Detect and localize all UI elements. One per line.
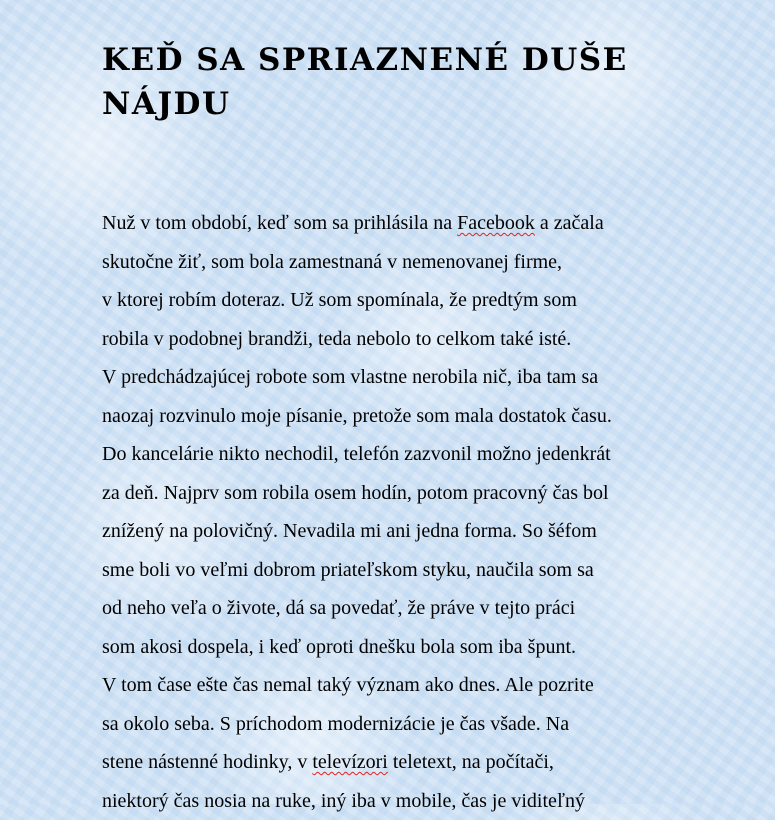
text-line bbox=[102, 743, 702, 782]
text-line: od neho veľa o živote, dá sa povedať, že práve v tejto práci bbox=[102, 589, 702, 628]
text-line: Do kancelárie nikto nechodil, telefón zazvonil možno jedenkrát bbox=[102, 435, 702, 474]
text-line: znížený na polovičný. Nevadila mi ani jedna forma. So šéfom bbox=[102, 512, 702, 551]
text-line bbox=[102, 204, 702, 243]
text-line: V tom čase ešte čas nemal taký význam ako dnes. Ale pozrite bbox=[102, 666, 702, 705]
body-text bbox=[102, 204, 702, 820]
text-line: niektorý čas nosia na ruke, iný iba v mobile, čas je viditeľný bbox=[102, 782, 702, 820]
title-line-1: KEĎ SA SPRIAZNENÉ DUŠE bbox=[102, 42, 628, 78]
text-line: sa okolo seba. S príchodom modernizácie je čas všade. Na bbox=[102, 705, 702, 744]
text-line: skutočne žiť, som bola zamestnaná v nemenovanej firme, bbox=[102, 243, 702, 282]
text-line: som akosi dospela, i keď oproti dnešku bola som iba špunt. bbox=[102, 628, 702, 667]
text-line: za deň. Najprv som robila osem hodín, potom pracovný čas bol bbox=[102, 474, 702, 513]
text-segment: stene nástenné hodinky, v bbox=[102, 751, 312, 773]
text-line: robila v podobnej brandži, teda nebolo to celkom také isté. bbox=[102, 320, 702, 359]
document-content bbox=[102, 38, 702, 820]
text-segment: a začala bbox=[535, 212, 604, 234]
text-segment: Nuž v tom období, keď som sa prihlásila na bbox=[102, 212, 457, 234]
spellcheck-word: Facebook bbox=[457, 212, 535, 234]
text-segment: teletext, na počítači, bbox=[388, 751, 554, 773]
text-line: naozaj rozvinulo moje písanie, pretože som mala dostatok času. bbox=[102, 397, 702, 436]
text-line: sme boli vo veľmi dobrom priateľskom styku, naučila som sa bbox=[102, 551, 702, 590]
page-title bbox=[102, 38, 702, 126]
text-line: v ktorej robím doteraz. Už som spomínala, že predtým som bbox=[102, 281, 702, 320]
spellcheck-word: televízori bbox=[312, 751, 388, 773]
title-line-2: NÁJDU bbox=[102, 86, 230, 122]
text-line: V predchádzajúcej robote som vlastne nerobila nič, iba tam sa bbox=[102, 358, 702, 397]
